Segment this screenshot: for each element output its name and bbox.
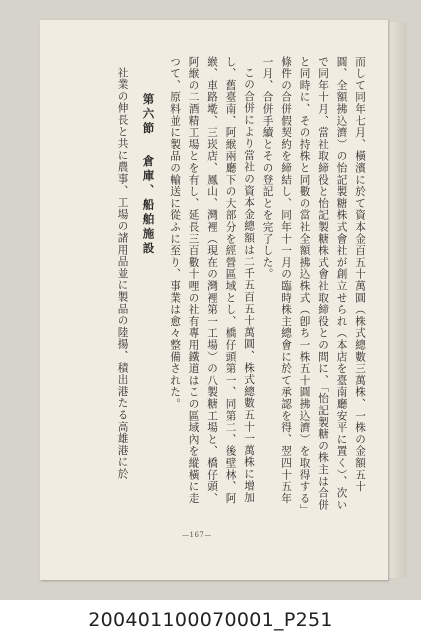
section-number: 第六節: [141, 92, 156, 137]
section-heading: [132, 56, 166, 516]
image-caption: 200401100070001_P251: [88, 609, 333, 631]
page-number: —167—: [182, 531, 212, 539]
section-title: 倉庫、船舶施設: [141, 154, 156, 257]
paragraph-1: 而して同年七月、橫濱に於て資本金百五十萬圓（株式總數三萬株、一株の金額五十圓、全額拂込濟）の怡記製糖株式會社が創立せられ（本店を臺南廳安平に置く）、次いで同年十月、當社取締役と怡記製糖株式會社取締役との間に、「怡記製糖の株主は合併と同時に、その持株と同數の當社全額拂込株式（卽ち一株五十圓拂込濟）を取得する」條件の合併假契約を締結し、同年十一月の臨時株主總會に於て承認を得、翌四十五年一月、合併手續とその登記とを完了した。: [261, 56, 366, 511]
body-text: [69, 56, 369, 516]
paragraph-3: 社業の伸長と共に農事、工場の諸用品並に製品の陸揚、積出港たる高雄港に於: [116, 66, 129, 480]
paragraph-2: この合併により當社の資本金總額は二千五百五十萬圓、株式總數五十一萬株に增加し、舊臺南、阿緱兩廳下の大部分を經營區域とし、橋仔頭第一、同第二、後壁林、阿緱、車路墘、三崁店、鳳山、灣裡（現在の灣裡第一工場）の八製糖工場と、橋仔頭、阿緱の二酒精工場とを有し、延長三百數十哩の社有專用鐵道はこの區域內を縱橫に走つて、原料並に製品の輸送に從ふに至り、事業は愈々整備された。: [169, 56, 255, 505]
page-edge: [387, 22, 407, 578]
